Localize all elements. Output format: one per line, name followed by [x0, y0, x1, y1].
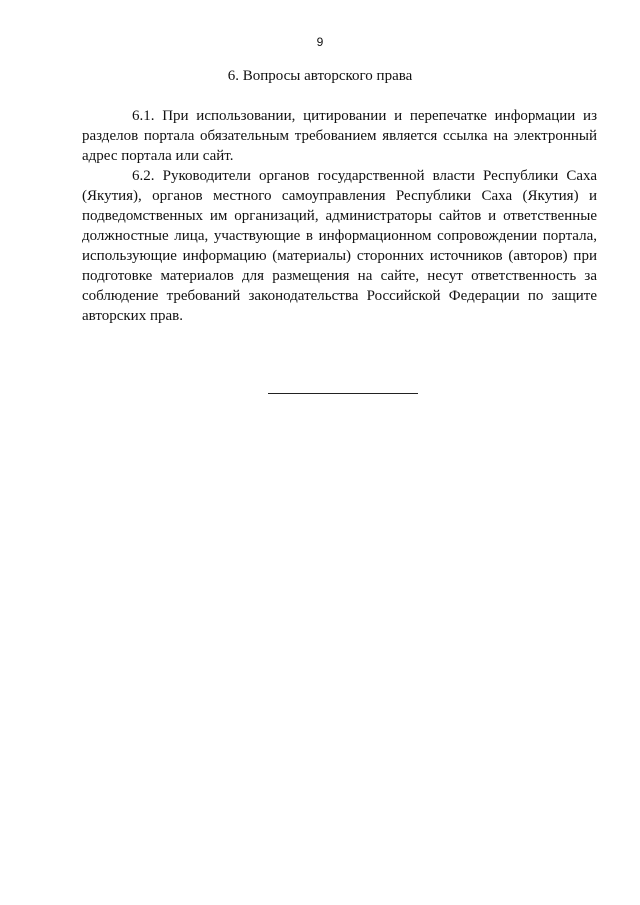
paragraph-6-1: 6.1. При использовании, цитировании и перепечатке информации из разделов портала обязательным требованием является ссылка на электронный адрес портала или сайт.: [82, 108, 597, 164]
page-number: 9: [316, 35, 324, 49]
section-heading: 6. Вопросы авторского права: [227, 68, 413, 84]
section-body: [82, 106, 597, 326]
end-of-document-rule: [268, 393, 418, 394]
paragraph-6-2: 6.2. Руководители органов государственной власти Республики Саха (Якутия), органов местного самоуправления Республики Саха (Якутия) и подведомственных им организаций, администраторы сайтов и ответственные должностные лица, участвующие в информационном сопровождении портала, использующие информацию (материалы) сторонних источников (авторов) при подготовке материалов для размещения на сайте, несут ответственность за соблюдение требований законодательства Российской Федерации по защите авторских прав.: [82, 168, 597, 324]
